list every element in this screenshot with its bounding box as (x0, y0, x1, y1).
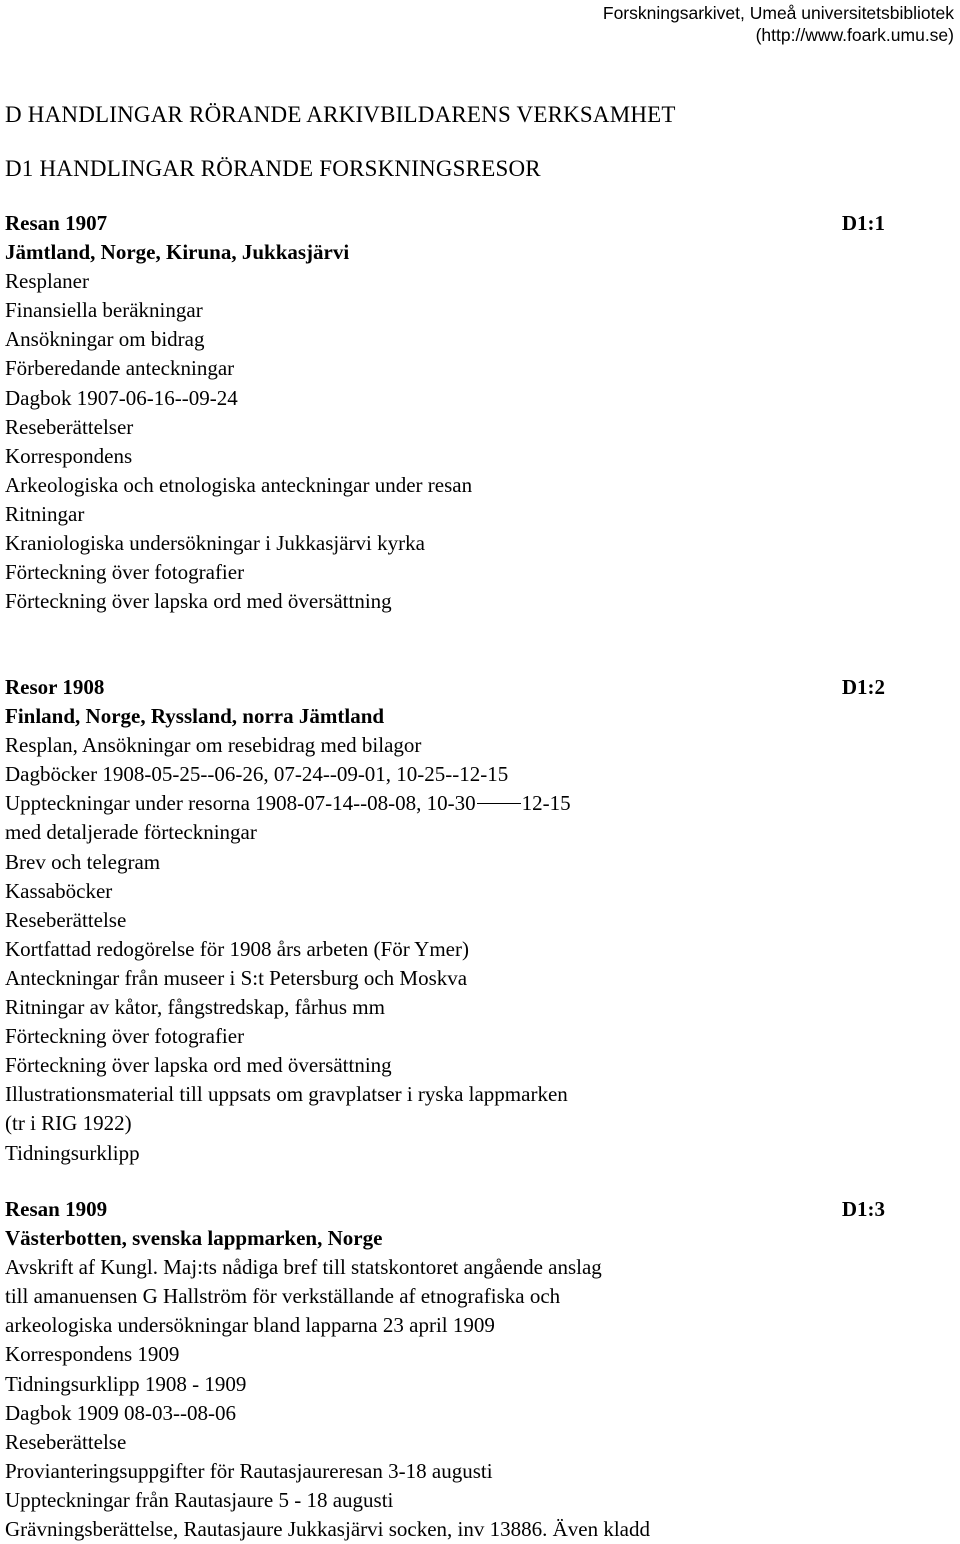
list-item: Dagbok 1909 08-03--08-06 (5, 1400, 236, 1425)
section-code: D1:2 (841, 675, 885, 699)
section-subtitle: Finland, Norge, Ryssland, norra Jämtland (5, 704, 385, 729)
list-item: Förteckning över fotografier (5, 1024, 245, 1049)
list-item: Korrespondens 1909 (5, 1342, 180, 1367)
section-resan-1907 (5, 209, 885, 616)
list-item: Finansiella beräkningar (5, 298, 203, 323)
main-heading: D HANDLINGAR RÖRANDE ARKIVBILDARENS VERKSAMHET (5, 102, 676, 127)
list-item: Förteckning över lapska ord med översättning (5, 589, 392, 614)
list-item: Resplaner (5, 269, 89, 294)
list-item: Dagbok 1907-06-16--09-24 (5, 385, 238, 410)
list-item: Brev och telegram (5, 849, 161, 874)
section-code: D1:1 (841, 211, 885, 235)
list-item: Reseberättelse (5, 1429, 127, 1454)
section-resor-1908 (5, 673, 885, 1168)
list-item: Kassaböcker (5, 878, 113, 903)
list-item: Resplan, Ansökningar om resebidrag med bilagor (5, 733, 422, 758)
section-title: Resor 1908 (5, 675, 105, 699)
list-item: Reseberättelse (5, 907, 127, 932)
section-subtitle: Västerbotten, svenska lappmarken, Norge (5, 1226, 383, 1251)
list-item: Korrespondens (5, 443, 133, 468)
list-item: Provianteringsuppgifter för Rautasjaureresan 3-18 augusti (5, 1458, 493, 1483)
section-subtitle: Jämtland, Norge, Kiruna, Jukkasjärvi (5, 240, 350, 265)
dash-rule (477, 803, 521, 805)
list-item (5, 789, 885, 818)
list-item: med detaljerade förteckningar (5, 820, 257, 845)
list-item: Förteckning över lapska ord med översättning (5, 1053, 392, 1078)
list-item: (tr i RIG 1922) (5, 1111, 132, 1136)
list-item: Ansökningar om bidrag (5, 327, 205, 352)
list-item: till amanuensen G Hallström för verkställande af etnografiska och (5, 1284, 561, 1309)
archive-url: (http://www.foark.umu.se) (755, 25, 954, 45)
list-item: Kortfattad redogörelse för 1908 års arbeten (För Ymer) (5, 936, 469, 961)
list-item: Reseberättelser (5, 414, 134, 439)
archive-header (603, 2, 954, 46)
list-item: Dagböcker 1908-05-25--06-26, 07-24--09-01, 10-25--12-15 (5, 762, 509, 787)
list-item: Grävningsberättelse, Rautasjaure Jukkasjärvi socken, inv 13886. Även kladd (5, 1517, 651, 1542)
list-item: Illustrationsmaterial till uppsats om gravplatser i ryska lappmarken (5, 1082, 568, 1107)
list-item: Ritningar (5, 501, 85, 526)
section-resan-1909 (5, 1195, 885, 1544)
list-item: Ritningar av kåtor, fångstredskap, fårhus mm (5, 995, 385, 1020)
list-item: Avskrift af Kungl. Maj:ts nådiga bref till statskontoret angående anslag (5, 1255, 602, 1280)
list-item: Förberedande anteckningar (5, 356, 235, 381)
sub-heading: D1 HANDLINGAR RÖRANDE FORSKNINGSRESOR (5, 156, 541, 181)
list-item: Anteckningar från museer i S:t Petersburg och Moskva (5, 965, 468, 990)
archive-name: Forskningsarkivet, Umeå universitetsbibliotek (602, 3, 954, 23)
list-item: Arkeologiska och etnologiska anteckningar under resan (5, 472, 473, 497)
list-item-text: Uppteckningar under resorna 1908-07-14--08-08, 10-30 (5, 791, 476, 816)
section-code: D1:3 (841, 1197, 885, 1221)
section-title: Resan 1907 (5, 211, 108, 235)
list-item: Kraniologiska undersökningar i Jukkasjärvi kyrka (5, 531, 425, 556)
list-item: Tidningsurklipp 1908 - 1909 (5, 1371, 247, 1396)
list-item: arkeologiska undersökningar bland lapparna 23 april 1909 (5, 1313, 495, 1338)
list-item: Uppteckningar från Rautasjaure 5 - 18 augusti (5, 1487, 394, 1512)
list-item: Förteckning över fotografier (5, 560, 245, 585)
section-title: Resan 1909 (5, 1197, 108, 1221)
list-item-text-tail: 12-15 (521, 791, 571, 816)
list-item: Tidningsurklipp (5, 1140, 140, 1165)
